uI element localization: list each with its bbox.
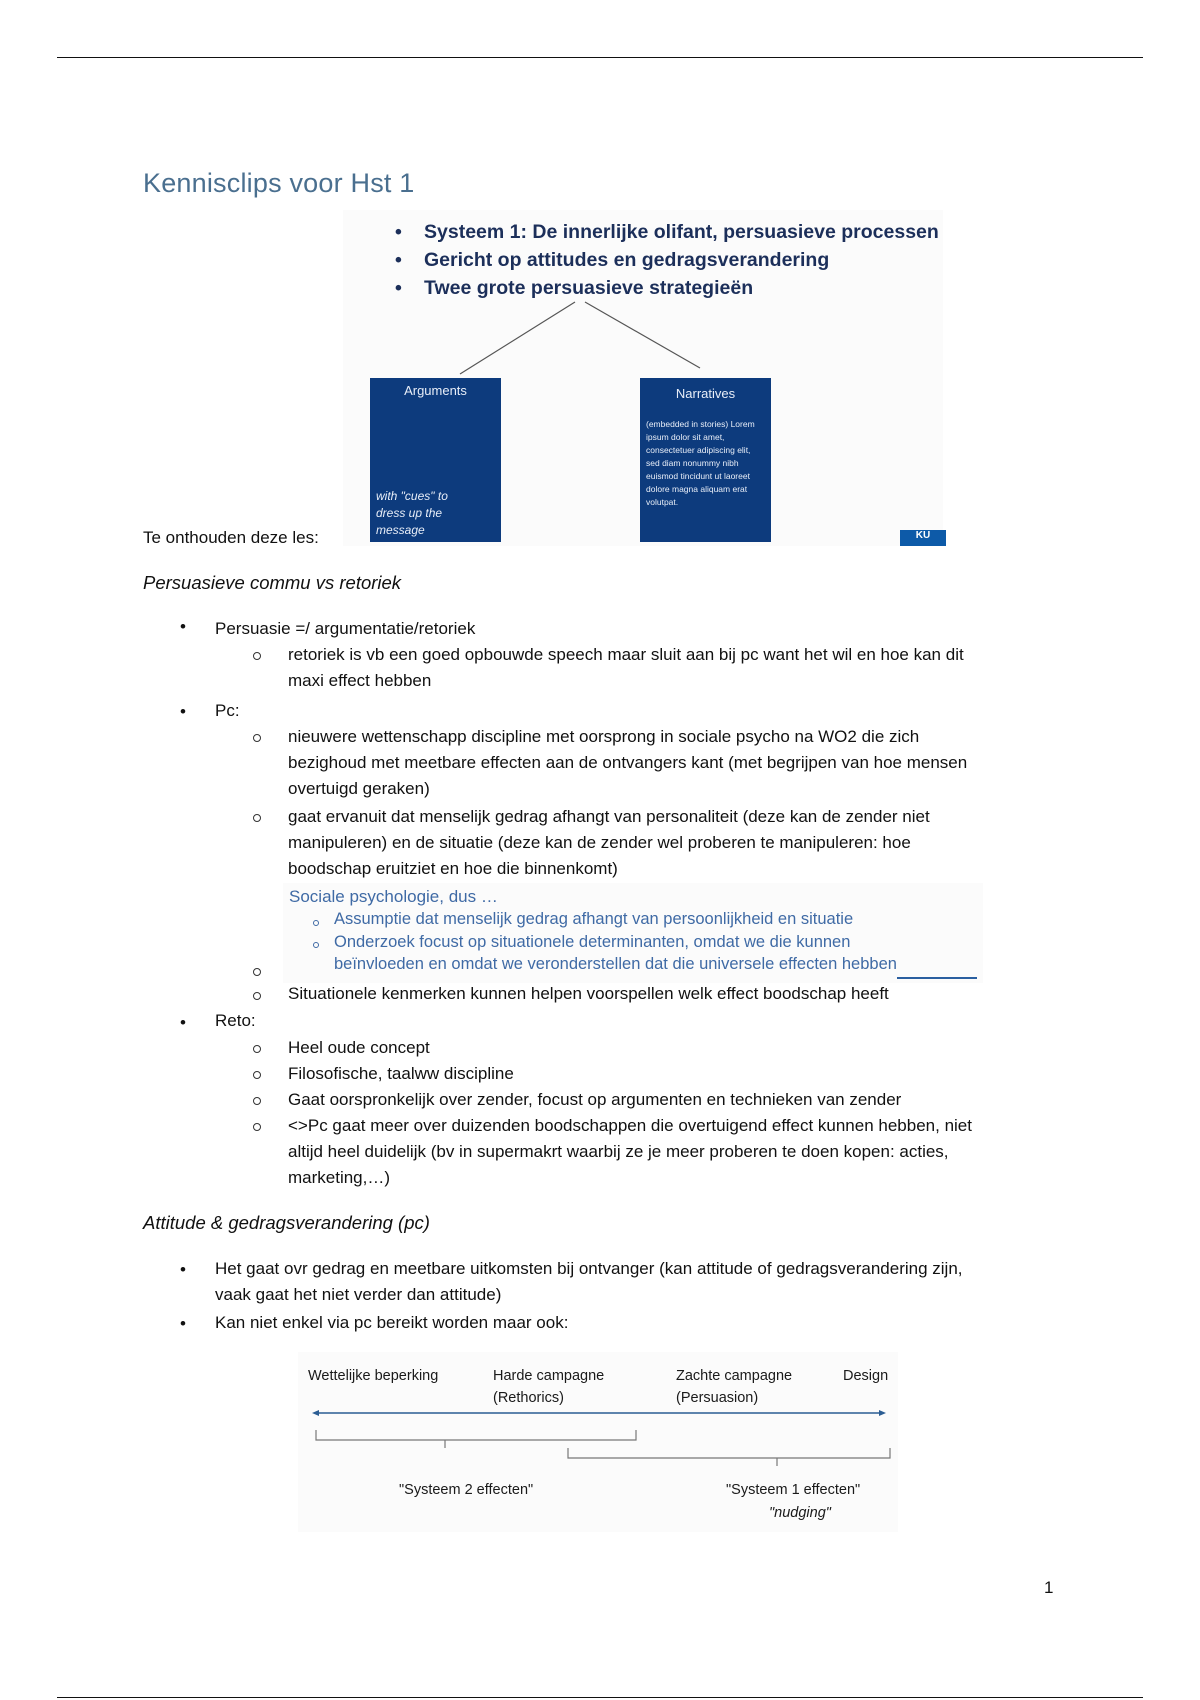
label-rhetorics: (Rethorics) — [493, 1390, 564, 1406]
sub-bullet-icon — [253, 992, 261, 1000]
slide2-bullet-icon — [313, 942, 319, 948]
list-item: retoriek is vb een goed opbouwde speech maar sluit aan bij pc want het wil en hoe kan dit — [288, 645, 964, 664]
list-item: Heel oude concept — [288, 1038, 430, 1057]
bullet-icon: • — [180, 702, 186, 721]
label-soft-campaign: Zachte campagne — [676, 1368, 793, 1384]
list-item: Filosofische, taalww discipline — [288, 1064, 514, 1083]
list-item: overtuigd geraken) — [288, 779, 430, 798]
list-item: Persuasie =/ argumentatie/retoriek — [215, 619, 476, 638]
slide-bullet: • Twee grote persuasieve strategieën — [395, 274, 939, 302]
list-item: Situationele kenmerken kunnen helpen voorspellen welk effect boodschap heeft — [288, 984, 889, 1003]
list-item: boodschap eruitziet en hoe die binnenkomt) — [288, 859, 618, 878]
header-rule — [57, 57, 1143, 58]
label-hard-campaign: Harde campagne — [493, 1368, 605, 1384]
arguments-box — [370, 378, 501, 542]
page-number: 1 — [1044, 1578, 1054, 1597]
sub-bullet-icon — [253, 1123, 261, 1131]
bullet-icon: • — [180, 1260, 186, 1279]
sub-bullet-icon — [253, 1071, 261, 1079]
list-item: altijd heel duidelijk (bv in supermakrt waarbij ze je meer proberen te doen kopen: acties, — [288, 1142, 949, 1161]
list-item: Het gaat ovr gedrag en meetbare uitkomsten bij ontvanger (kan attitude of gedragsverandering zijn, — [215, 1259, 963, 1278]
list-item: Reto: — [215, 1011, 256, 1030]
bullet-icon: • — [180, 1314, 186, 1333]
list-item: Gaat oorspronkelijk over zender, focust op argumenten en technieken van zender — [288, 1090, 902, 1109]
list-item: gaat ervanuit dat menselijk gedrag afhangt van personaliteit (deze kan de zender niet — [288, 807, 930, 826]
slide-image-social-psychology — [283, 883, 983, 983]
slide2-underline — [897, 977, 977, 979]
bullet-icon: • — [180, 617, 186, 636]
footer-rule — [57, 1697, 1143, 1698]
sub-bullet-icon — [253, 814, 261, 822]
list-item: vaak gaat het niet verder dan attitude) — [215, 1285, 502, 1304]
narratives-box — [640, 378, 771, 542]
sub-bullet-icon — [253, 652, 261, 660]
university-logo: KU — [900, 530, 946, 546]
slide2-item: beïnvloeden en omdat we veronderstellen dat die universele effecten hebben — [334, 955, 897, 973]
sub-bullet-icon — [253, 1045, 261, 1053]
slide2-title: Sociale psychologie, dus … — [289, 887, 498, 906]
slide-bullet: • Systeem 1: De innerlijke olifant, persuasieve processen — [395, 218, 939, 246]
narratives-title: Narratives — [675, 386, 736, 401]
arguments-note: with "cues" to dress up the message — [376, 489, 448, 537]
list-item: <>Pc gaat meer over duizenden boodschappen die overtuigend effect kunnen hebben, niet — [288, 1116, 972, 1135]
slide-bullet: • Gericht op attitudes en gedragsverandering — [395, 246, 939, 274]
label-system2-effects: "Systeem 2 effecten" — [399, 1482, 534, 1498]
label-legal-restriction: Wettelijke beperking — [308, 1368, 439, 1384]
list-item: bezighoud met meetbare effecten aan de ontvangers kant (met begrijpen van hoe mensen — [288, 753, 968, 772]
list-item: Pc: — [215, 701, 240, 720]
list-item: nieuwere wettenschapp discipline met oorsprong in sociale psycho na WO2 die zich — [288, 727, 920, 746]
label-persuasion: (Persuasion) — [676, 1390, 759, 1406]
slide2-item: Onderzoek focust op situationele determinanten, omdat we die kunnen — [334, 933, 851, 951]
list-item: manipuleren) en de situatie (deze kan de zender wel proberen te manipuleren: hoe — [288, 833, 911, 852]
label-design: Design — [843, 1368, 889, 1384]
list-item: maxi effect hebben — [288, 671, 432, 690]
slide2-bullet-icon — [313, 920, 319, 926]
remember-label: Te onthouden deze les: — [143, 528, 319, 547]
slide-image-strategies — [343, 210, 943, 546]
label-system1-effects: "Systeem 1 effecten" — [726, 1482, 861, 1498]
bullet-icon: • — [180, 1013, 186, 1032]
arguments-title: Arguments — [404, 383, 467, 398]
section-heading-persuasion: Persuasieve commu vs retoriek — [143, 572, 402, 593]
list-item: marketing,…) — [288, 1168, 391, 1187]
sub-bullet-icon — [253, 1097, 261, 1105]
narratives-note: (embedded in stories) Lorem ipsum dolor sit amet, consectetuer adipiscing elit, sed diam nonummy nibh euismod tincidunt ut laoreet dolore magna aliquam erat volutpat. — [646, 419, 755, 507]
list-item: Kan niet enkel via pc bereikt worden maar ook: — [215, 1313, 569, 1332]
page-title: Kennisclips voor Hst 1 — [143, 168, 415, 198]
label-nudging: "nudging" — [769, 1505, 831, 1521]
slide-image-spectrum-diagram — [298, 1352, 898, 1532]
sub-bullet-icon — [253, 734, 261, 742]
sub-bullet-icon — [253, 968, 261, 976]
section-heading-attitude: Attitude & gedragsverandering (pc) — [143, 1212, 430, 1233]
slide2-item: Assumptie dat menselijk gedrag afhangt van persoonlijkheid en situatie — [334, 910, 854, 928]
